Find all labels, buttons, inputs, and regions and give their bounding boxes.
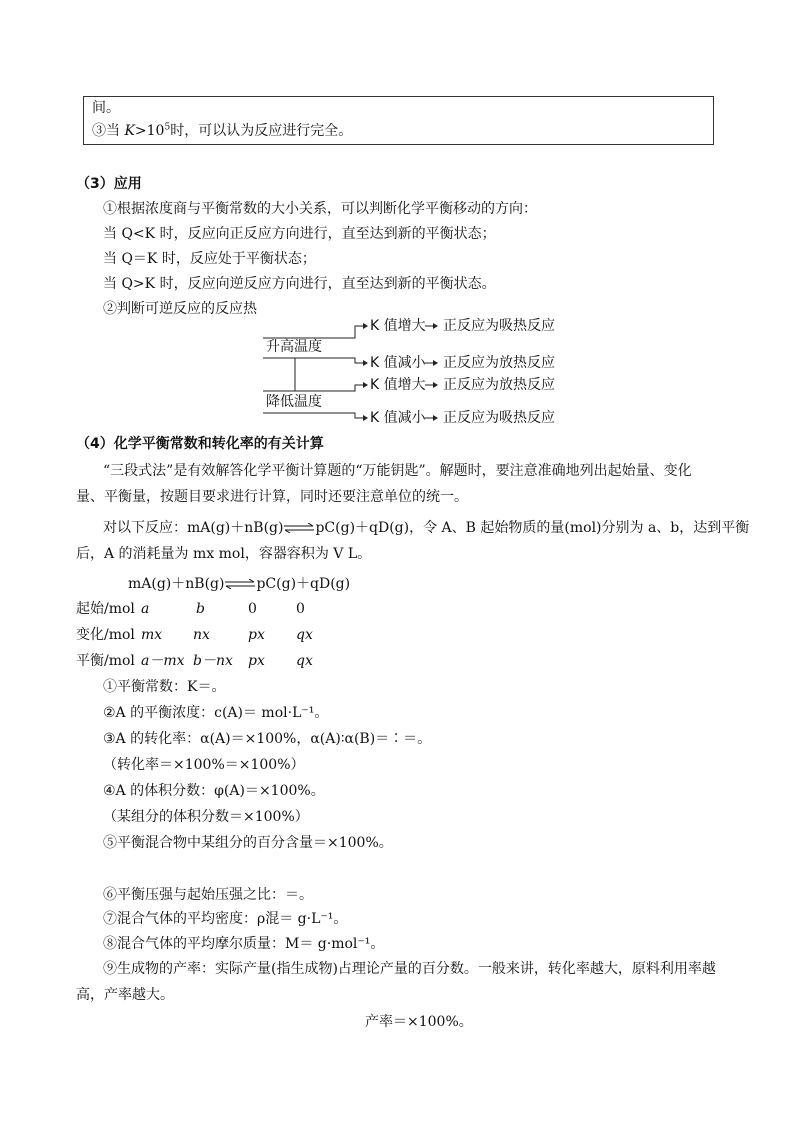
sec3-para-2: 当 Q<K 时，反应向正反应方向进行，直至达到新的平衡状态； <box>103 226 496 242</box>
sec4-para-1a: “三段式法”是有效解答化学平衡计算题的“万能钥匙”。解题时，要注意准确地列出起始量、变化 <box>103 463 692 479</box>
sec4-para-2a: 对以下反应：mA(g)＋nB(g) pC(g)＋qD(g)，令 A、B 起始物质的量(mol)分别为 a、b，达到平衡 <box>103 520 750 536</box>
item-3: ③A 的转化率：α(A)＝×100%，α(A)∶α(B)＝∶＝。 <box>103 731 432 747</box>
sec4-para-1b: 量、平衡量，按题目要求进行计算，同时还要注意单位的统一。 <box>76 489 468 505</box>
item-8: ⑧混合气体的平均摩尔质量：M＝ g·mol⁻¹。 <box>103 936 385 952</box>
item-9b: 高，产率越大。 <box>76 987 174 1003</box>
item-4: ④A 的体积分数：φ(A)＝×100%。 <box>103 783 325 799</box>
k-decrease-1: K 值减小 <box>370 355 426 371</box>
item-5: ⑤平衡混合物中某组分的百分含量＝×100%。 <box>103 835 393 851</box>
box-line-2: ③当 $K>10^5$时，可以认为反应进行完全。 <box>92 122 353 139</box>
reaction-left: mA(g)＋nB(g) <box>187 520 284 536</box>
section-4-title: （4）化学平衡常数和转化率的有关计算 <box>76 436 324 452</box>
item-1: ①平衡常数：K＝。 <box>103 679 226 695</box>
item-6: ⑥平衡压强与起始压强之比：＝。 <box>103 887 313 903</box>
equilibrium-arrow <box>283 523 315 533</box>
item-3-note: （转化率＝×100%＝×100%） <box>103 757 305 773</box>
reaction-right: pC(g)＋qD(g) <box>315 520 410 536</box>
exo-label-2: 正反应为放热反应 <box>443 377 555 393</box>
box-line-1: 间。 <box>92 100 120 116</box>
sec3-para-1: ①根据浓度商与平衡常数的大小关系，可以判断化学平衡移动的方向： <box>103 201 537 217</box>
k-decrease-2: K 值减小 <box>370 410 426 426</box>
sec4-para-2b: 后，A 的消耗量为 mx mol，容器容积为 V L。 <box>76 546 372 562</box>
item-4-note: （某组分的体积分数＝×100%） <box>103 809 309 825</box>
equilibrium-arrow <box>224 579 256 589</box>
sec3-para-3: 当 Q＝K 时，反应处于平衡状态； <box>103 251 316 267</box>
item-2: ②A 的平衡浓度：c(A)＝ mol·L⁻¹。 <box>103 705 329 721</box>
section-3-title: （3）应用 <box>76 176 142 192</box>
sec3-para-5: ②判断可逆反应的反应热 <box>103 301 257 317</box>
endo-label-1: 正反应为吸热反应 <box>443 318 555 334</box>
sec3-para-4: 当 Q>K 时，反应向逆反应方向进行，直至达到新的平衡状态。 <box>103 276 496 292</box>
exo-label-1: 正反应为放热反应 <box>443 355 555 371</box>
table-equation: mA(g)＋nB(g) pC(g)＋qD(g) <box>128 576 351 592</box>
item-7: ⑦混合气体的平均密度：ρ混＝ g·L⁻¹。 <box>103 911 348 927</box>
k-increase-2: K 值增大 <box>370 377 426 393</box>
rise-temp-label: 升高温度 <box>266 339 322 355</box>
fall-temp-label: 降低温度 <box>266 394 322 410</box>
k-increase-1: K 值增大 <box>370 318 426 334</box>
item-9a: ⑨生成物的产率：实际产量(指生成物)占理论产量的百分数。一般来讲，转化率越大，原料利用率越 <box>103 961 716 977</box>
endo-label-2: 正反应为吸热反应 <box>443 410 555 426</box>
yield-formula: 产率＝×100%。 <box>365 1014 473 1030</box>
